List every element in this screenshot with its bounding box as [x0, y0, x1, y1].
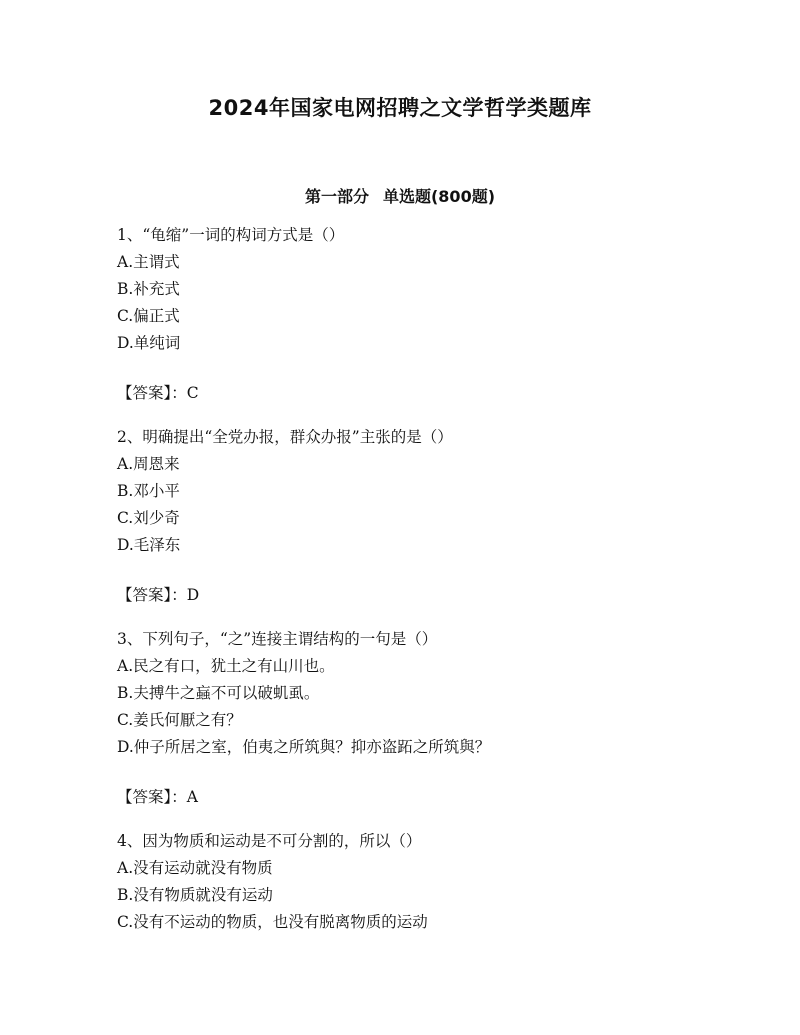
- question-stem: 1、“龟缩”一词的构词方式是（）: [117, 226, 345, 244]
- answer: 【答案】：C: [117, 384, 199, 402]
- option-b: B.邓小平: [117, 482, 180, 500]
- option-d: D.毛泽东: [117, 536, 181, 554]
- question-1: [117, 222, 757, 407]
- option-c: C.偏正式: [117, 307, 180, 325]
- question-stem: 3、下列句子，“之”连接主谓结构的一句是（）: [117, 630, 438, 648]
- answer: 【答案】：D: [117, 586, 200, 604]
- option-b: B.没有物质就没有运动: [117, 886, 273, 904]
- question-3: [117, 626, 757, 811]
- question-stem: 2、明确提出“全党办报，群众办报”主张的是（）: [117, 428, 453, 446]
- option-a: A.主谓式: [117, 253, 180, 271]
- option-d: D.单纯词: [117, 334, 181, 352]
- option-b: B.补充式: [117, 280, 180, 298]
- option-d: D.仲子所居之室，伯夷之所筑與？抑亦盗跖之所筑與？: [117, 738, 491, 756]
- section-type: 单选题(800题): [382, 187, 496, 206]
- question-stem: 4、因为物质和运动是不可分割的，所以（）: [117, 832, 422, 850]
- question-4: [117, 828, 757, 936]
- document-title: 2024年国家电网招聘之文学哲学类题库: [208, 96, 592, 120]
- option-c: C.姜氏何厭之有？: [117, 711, 242, 729]
- option-b: B.夫搏牛之蝱不可以破虮虱。: [117, 684, 320, 702]
- section-heading: [0, 184, 800, 207]
- option-c: C.刘少奇: [117, 509, 180, 527]
- question-2: [117, 424, 757, 609]
- section-part: 第一部分: [304, 187, 369, 206]
- option-a: A.周恩来: [117, 455, 180, 473]
- answer: 【答案】：A: [117, 788, 198, 806]
- option-a: A.民之有口，犹土之有山川也。: [117, 657, 335, 675]
- option-a: A.没有运动就没有物质: [117, 859, 273, 877]
- option-c: C.没有不运动的物质，也没有脱离物质的运动: [117, 913, 428, 931]
- question-list: [117, 222, 757, 936]
